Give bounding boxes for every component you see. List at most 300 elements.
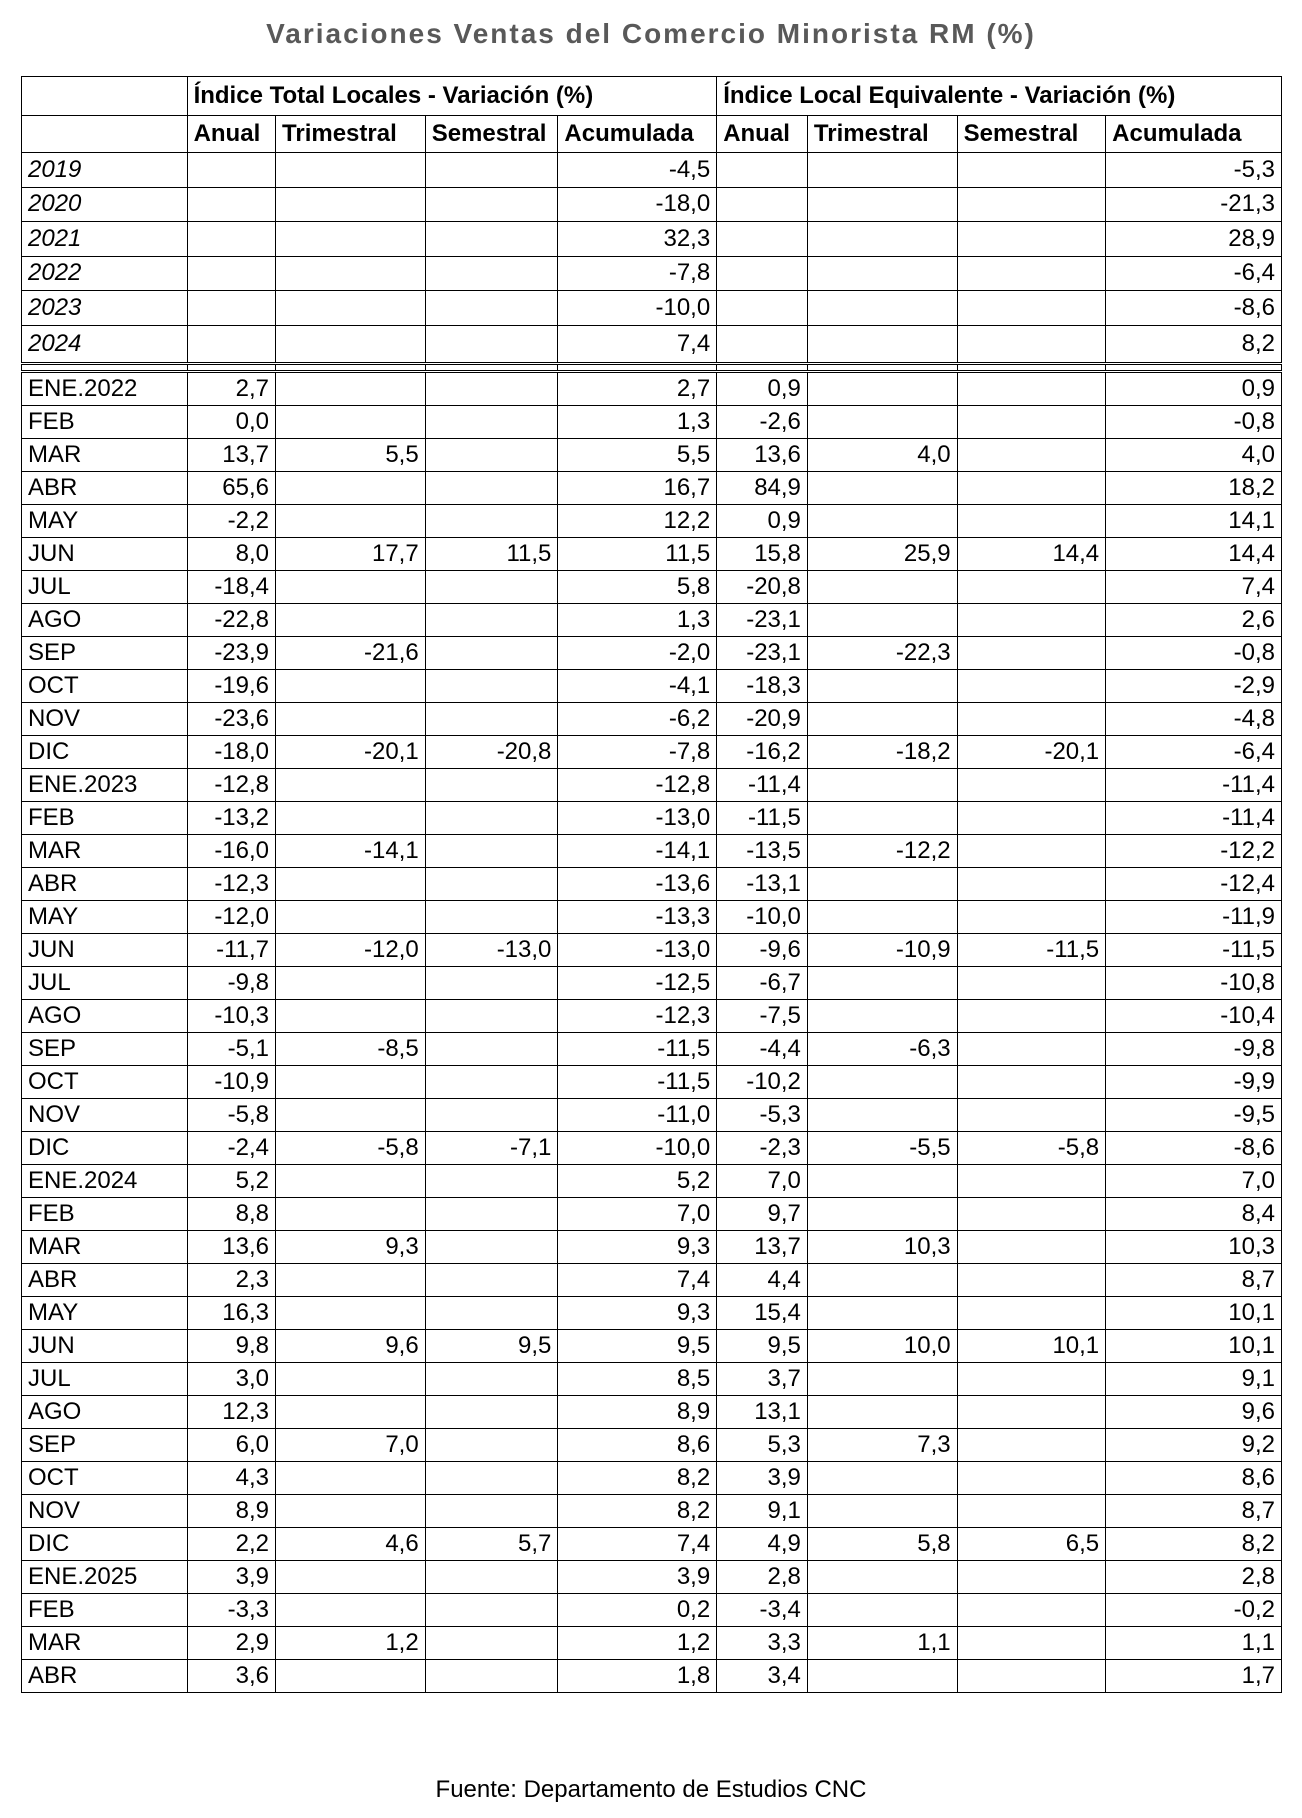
value-cell (276, 1164, 426, 1197)
value-cell (957, 1197, 1106, 1230)
value-cell: -11,7 (187, 933, 275, 966)
value-cell: -11,5 (717, 801, 808, 834)
value-cell: -7,5 (717, 999, 808, 1032)
row-label: MAY (22, 900, 188, 933)
group-header-total-locales: Índice Total Locales - Variación (%) (187, 77, 717, 116)
row-label: MAY (22, 1296, 188, 1329)
table-row (22, 1494, 1282, 1527)
value-cell: 12,3 (187, 1395, 275, 1428)
value-cell (957, 1494, 1106, 1527)
value-cell: 2,6 (1106, 603, 1282, 636)
value-cell: -18,4 (187, 570, 275, 603)
value-cell (425, 801, 558, 834)
value-cell (717, 222, 808, 257)
value-cell: 84,9 (717, 471, 808, 504)
value-cell: -11,4 (1106, 768, 1282, 801)
value-cell (276, 999, 426, 1032)
value-cell: -12,5 (558, 966, 717, 999)
value-cell: -12,8 (558, 768, 717, 801)
value-cell: 4,3 (187, 1461, 275, 1494)
value-cell (425, 603, 558, 636)
row-label: AGO (22, 999, 188, 1032)
value-cell: -8,6 (1106, 1131, 1282, 1164)
value-cell (807, 603, 957, 636)
value-cell (807, 325, 957, 363)
value-cell: -18,3 (717, 669, 808, 702)
value-cell (425, 1164, 558, 1197)
value-cell (957, 768, 1106, 801)
value-cell: 9,8 (187, 1329, 275, 1362)
value-cell: -10,3 (187, 999, 275, 1032)
column-header: Semestral (425, 116, 558, 153)
value-cell: 1,1 (1106, 1626, 1282, 1659)
value-cell (717, 153, 808, 188)
row-label: JUN (22, 1329, 188, 1362)
value-cell: 16,3 (187, 1296, 275, 1329)
value-cell: 4,9 (717, 1527, 808, 1560)
value-cell (276, 1593, 426, 1626)
value-cell (276, 669, 426, 702)
value-cell: 13,6 (187, 1230, 275, 1263)
value-cell (425, 1197, 558, 1230)
value-cell (807, 187, 957, 222)
row-label: SEP (22, 636, 188, 669)
row-label: DIC (22, 735, 188, 768)
value-cell: 14,4 (957, 537, 1106, 570)
value-cell (957, 702, 1106, 735)
table-row (22, 371, 1282, 405)
value-cell (425, 1098, 558, 1131)
row-label: ENE.2022 (22, 371, 188, 405)
sales-variation-table (21, 76, 1282, 1693)
value-cell (425, 966, 558, 999)
value-cell: 7,3 (807, 1428, 957, 1461)
value-cell (957, 256, 1106, 291)
value-cell: -20,8 (425, 735, 558, 768)
value-cell (957, 187, 1106, 222)
value-cell (276, 222, 426, 257)
value-cell: -2,2 (187, 504, 275, 537)
value-cell (807, 1395, 957, 1428)
value-cell: 5,3 (717, 1428, 808, 1461)
value-cell: 8,6 (1106, 1461, 1282, 1494)
table-row (22, 504, 1282, 537)
row-label: 2022 (22, 256, 188, 291)
value-cell: -14,1 (558, 834, 717, 867)
row-label: 2024 (22, 325, 188, 363)
value-cell: -21,6 (276, 636, 426, 669)
table-row (22, 1230, 1282, 1263)
value-cell (807, 1593, 957, 1626)
value-cell (807, 570, 957, 603)
table-title: Variaciones Ventas del Comercio Minorista RM (%) (266, 18, 1036, 49)
value-cell: 7,0 (1106, 1164, 1282, 1197)
value-cell (276, 504, 426, 537)
value-cell: -21,3 (1106, 187, 1282, 222)
row-label: MAR (22, 1230, 188, 1263)
value-cell (957, 636, 1106, 669)
table-row (22, 1593, 1282, 1626)
row-label: JUL (22, 966, 188, 999)
value-cell (425, 834, 558, 867)
row-label: FEB (22, 405, 188, 438)
value-cell (807, 256, 957, 291)
value-cell (425, 1296, 558, 1329)
value-cell: -19,6 (187, 669, 275, 702)
value-cell (276, 1560, 426, 1593)
value-cell: -5,8 (187, 1098, 275, 1131)
value-cell: 10,3 (1106, 1230, 1282, 1263)
value-cell: -6,7 (717, 966, 808, 999)
value-cell: 18,2 (1106, 471, 1282, 504)
value-cell (276, 153, 426, 188)
value-cell (957, 1230, 1106, 1263)
value-cell: -6,4 (1106, 256, 1282, 291)
table-row (22, 1428, 1282, 1461)
separator-cell (276, 363, 426, 371)
value-cell (807, 1461, 957, 1494)
value-cell: -11,0 (558, 1098, 717, 1131)
value-cell: 3,0 (187, 1362, 275, 1395)
value-cell: -6,3 (807, 1032, 957, 1065)
value-cell: -8,6 (1106, 291, 1282, 326)
value-cell: 2,2 (187, 1527, 275, 1560)
value-cell: 11,5 (558, 537, 717, 570)
value-cell (276, 291, 426, 326)
value-cell: 10,1 (1106, 1296, 1282, 1329)
column-header: Semestral (957, 116, 1106, 153)
value-cell: -20,1 (276, 735, 426, 768)
row-label: ENE.2025 (22, 1560, 188, 1593)
column-header: Anual (187, 116, 275, 153)
value-cell (425, 1032, 558, 1065)
value-cell (425, 1065, 558, 1098)
value-cell (957, 291, 1106, 326)
value-cell: -23,6 (187, 702, 275, 735)
value-cell: 2,8 (717, 1560, 808, 1593)
value-cell: 15,8 (717, 537, 808, 570)
value-cell (807, 1659, 957, 1692)
row-label: NOV (22, 1494, 188, 1527)
value-cell: 32,3 (558, 222, 717, 257)
value-cell: -23,1 (717, 603, 808, 636)
value-cell (957, 1659, 1106, 1692)
value-cell: 8,9 (558, 1395, 717, 1428)
value-cell: -5,8 (957, 1131, 1106, 1164)
row-label: MAY (22, 504, 188, 537)
value-cell (957, 371, 1106, 405)
table-row (22, 735, 1282, 768)
value-cell: -12,2 (807, 834, 957, 867)
separator-cell (558, 363, 717, 371)
table-row (22, 867, 1282, 900)
table-row (22, 834, 1282, 867)
value-cell (276, 187, 426, 222)
row-label: JUN (22, 537, 188, 570)
value-cell (807, 153, 957, 188)
column-header: Trimestral (807, 116, 957, 153)
value-cell (276, 1461, 426, 1494)
table-row (22, 1263, 1282, 1296)
row-label: MAR (22, 1626, 188, 1659)
value-cell (425, 867, 558, 900)
value-cell: -6,4 (1106, 735, 1282, 768)
column-header: Trimestral (276, 116, 426, 153)
value-cell (807, 1197, 957, 1230)
value-cell (276, 371, 426, 405)
value-cell: -10,8 (1106, 966, 1282, 999)
value-cell: 8,7 (1106, 1494, 1282, 1527)
row-label: ABR (22, 1659, 188, 1692)
row-label: FEB (22, 1197, 188, 1230)
value-cell: -2,0 (558, 636, 717, 669)
value-cell: 8,7 (1106, 1263, 1282, 1296)
value-cell (807, 1164, 957, 1197)
value-cell: -11,4 (717, 768, 808, 801)
table-row (22, 603, 1282, 636)
table-row (22, 1329, 1282, 1362)
value-cell (957, 1626, 1106, 1659)
table-row (22, 1131, 1282, 1164)
value-cell: 3,9 (187, 1560, 275, 1593)
separator-cell (807, 363, 957, 371)
value-cell (807, 1296, 957, 1329)
value-cell (807, 471, 957, 504)
value-cell: 8,5 (558, 1362, 717, 1395)
value-cell: 9,1 (1106, 1362, 1282, 1395)
value-cell: 65,6 (187, 471, 275, 504)
value-cell: 3,9 (558, 1560, 717, 1593)
value-cell (807, 900, 957, 933)
value-cell (425, 1461, 558, 1494)
value-cell (187, 325, 275, 363)
value-cell: 8,2 (1106, 1527, 1282, 1560)
value-cell: -13,6 (558, 867, 717, 900)
separator-cell (957, 363, 1106, 371)
value-cell: -5,5 (807, 1131, 957, 1164)
row-label: ABR (22, 867, 188, 900)
value-cell: 10,1 (957, 1329, 1106, 1362)
value-cell: -12,8 (187, 768, 275, 801)
value-cell (807, 405, 957, 438)
value-cell: 1,2 (276, 1626, 426, 1659)
value-cell: -3,4 (717, 1593, 808, 1626)
value-cell (276, 801, 426, 834)
value-cell: -2,6 (717, 405, 808, 438)
value-cell (425, 222, 558, 257)
value-cell: 6,0 (187, 1428, 275, 1461)
separator-cell (22, 363, 188, 371)
value-cell: -10,0 (717, 900, 808, 933)
value-cell (957, 1263, 1106, 1296)
value-cell (807, 966, 957, 999)
source-footnote: Fuente: Departamento de Estudios CNC (435, 1776, 867, 1803)
column-header: Anual (717, 116, 808, 153)
value-cell: 8,0 (187, 537, 275, 570)
value-cell (425, 153, 558, 188)
value-cell (425, 768, 558, 801)
value-cell (425, 187, 558, 222)
value-cell (276, 405, 426, 438)
value-cell: 14,4 (1106, 537, 1282, 570)
value-cell: -11,5 (957, 933, 1106, 966)
table-row (22, 537, 1282, 570)
value-cell: 2,7 (558, 371, 717, 405)
value-cell: -12,3 (558, 999, 717, 1032)
value-cell (425, 1626, 558, 1659)
value-cell: -4,5 (558, 153, 717, 188)
value-cell (276, 1098, 426, 1131)
separator-cell (187, 363, 275, 371)
value-cell: 8,2 (558, 1461, 717, 1494)
value-cell: 4,0 (807, 438, 957, 471)
value-cell (425, 405, 558, 438)
value-cell: -13,0 (558, 933, 717, 966)
value-cell (807, 867, 957, 900)
value-cell: -5,3 (717, 1098, 808, 1131)
value-cell: 8,2 (558, 1494, 717, 1527)
value-cell: -9,9 (1106, 1065, 1282, 1098)
value-cell: 7,0 (276, 1428, 426, 1461)
value-cell (957, 1296, 1106, 1329)
row-label: SEP (22, 1428, 188, 1461)
value-cell (957, 1395, 1106, 1428)
value-cell: 9,2 (1106, 1428, 1282, 1461)
value-cell (187, 291, 275, 326)
value-cell: 1,1 (807, 1626, 957, 1659)
value-cell: 9,1 (717, 1494, 808, 1527)
value-cell (807, 768, 957, 801)
value-cell: 13,1 (717, 1395, 808, 1428)
value-cell: -13,0 (558, 801, 717, 834)
value-cell (807, 1362, 957, 1395)
value-cell: -20,9 (717, 702, 808, 735)
value-cell (957, 801, 1106, 834)
separator-cell (717, 363, 808, 371)
value-cell (717, 187, 808, 222)
value-cell (425, 1263, 558, 1296)
value-cell: -6,2 (558, 702, 717, 735)
value-cell: 7,4 (558, 325, 717, 363)
row-label: 2020 (22, 187, 188, 222)
value-cell (187, 187, 275, 222)
value-cell (957, 504, 1106, 537)
table-row (22, 966, 1282, 999)
value-cell (425, 900, 558, 933)
value-cell (425, 504, 558, 537)
value-cell: -18,2 (807, 735, 957, 768)
value-cell: -22,3 (807, 636, 957, 669)
value-cell (957, 900, 1106, 933)
value-cell: -3,3 (187, 1593, 275, 1626)
table-row (22, 1626, 1282, 1659)
value-cell: 8,4 (1106, 1197, 1282, 1230)
value-cell: 4,4 (717, 1263, 808, 1296)
row-label: JUL (22, 1362, 188, 1395)
value-cell (957, 1362, 1106, 1395)
value-cell: -16,0 (187, 834, 275, 867)
value-cell (276, 1395, 426, 1428)
value-cell (425, 669, 558, 702)
value-cell: 25,9 (807, 537, 957, 570)
value-cell (276, 900, 426, 933)
value-cell: 7,4 (558, 1527, 717, 1560)
value-cell (425, 702, 558, 735)
value-cell (957, 1461, 1106, 1494)
value-cell: 8,9 (187, 1494, 275, 1527)
value-cell: 17,7 (276, 537, 426, 570)
value-cell: -11,5 (1106, 933, 1282, 966)
value-cell (957, 153, 1106, 188)
table-row (22, 256, 1282, 291)
value-cell (425, 325, 558, 363)
value-cell: 2,9 (187, 1626, 275, 1659)
value-cell (276, 471, 426, 504)
value-cell: 0,0 (187, 405, 275, 438)
value-cell: 1,2 (558, 1626, 717, 1659)
value-cell (276, 603, 426, 636)
value-cell: 15,4 (717, 1296, 808, 1329)
value-cell: 5,8 (558, 570, 717, 603)
table-row (22, 900, 1282, 933)
value-cell: -10,0 (558, 1131, 717, 1164)
value-cell: 0,9 (717, 504, 808, 537)
value-cell: -8,5 (276, 1032, 426, 1065)
value-cell: 28,9 (1106, 222, 1282, 257)
value-cell (276, 570, 426, 603)
value-cell: -11,4 (1106, 801, 1282, 834)
table-row (22, 1527, 1282, 1560)
value-cell: 3,3 (717, 1626, 808, 1659)
value-cell (425, 256, 558, 291)
group-header-row (22, 77, 1282, 116)
table-row (22, 1065, 1282, 1098)
row-label: NOV (22, 1098, 188, 1131)
value-cell (425, 1560, 558, 1593)
section-separator (22, 363, 1282, 371)
value-cell (957, 325, 1106, 363)
value-cell: 0,9 (717, 371, 808, 405)
value-cell (276, 1362, 426, 1395)
value-cell: -13,2 (187, 801, 275, 834)
column-header-row (22, 116, 1282, 153)
value-cell: -10,4 (1106, 999, 1282, 1032)
value-cell: 9,5 (717, 1329, 808, 1362)
value-cell (807, 1065, 957, 1098)
column-header: Acumulada (558, 116, 717, 153)
value-cell (425, 471, 558, 504)
value-cell: -9,8 (187, 966, 275, 999)
value-cell: 9,3 (558, 1230, 717, 1263)
row-label: DIC (22, 1527, 188, 1560)
value-cell: -13,0 (425, 933, 558, 966)
value-cell: -16,2 (717, 735, 808, 768)
value-cell (276, 1659, 426, 1692)
table-row (22, 702, 1282, 735)
value-cell: -7,8 (558, 735, 717, 768)
value-cell (425, 1659, 558, 1692)
value-cell (276, 966, 426, 999)
value-cell (425, 1593, 558, 1626)
table-row (22, 1164, 1282, 1197)
row-label: AGO (22, 603, 188, 636)
value-cell: -9,5 (1106, 1098, 1282, 1131)
value-cell: 9,5 (558, 1329, 717, 1362)
value-cell (276, 325, 426, 363)
value-cell: -5,8 (276, 1131, 426, 1164)
row-label: 2021 (22, 222, 188, 257)
row-label: FEB (22, 1593, 188, 1626)
